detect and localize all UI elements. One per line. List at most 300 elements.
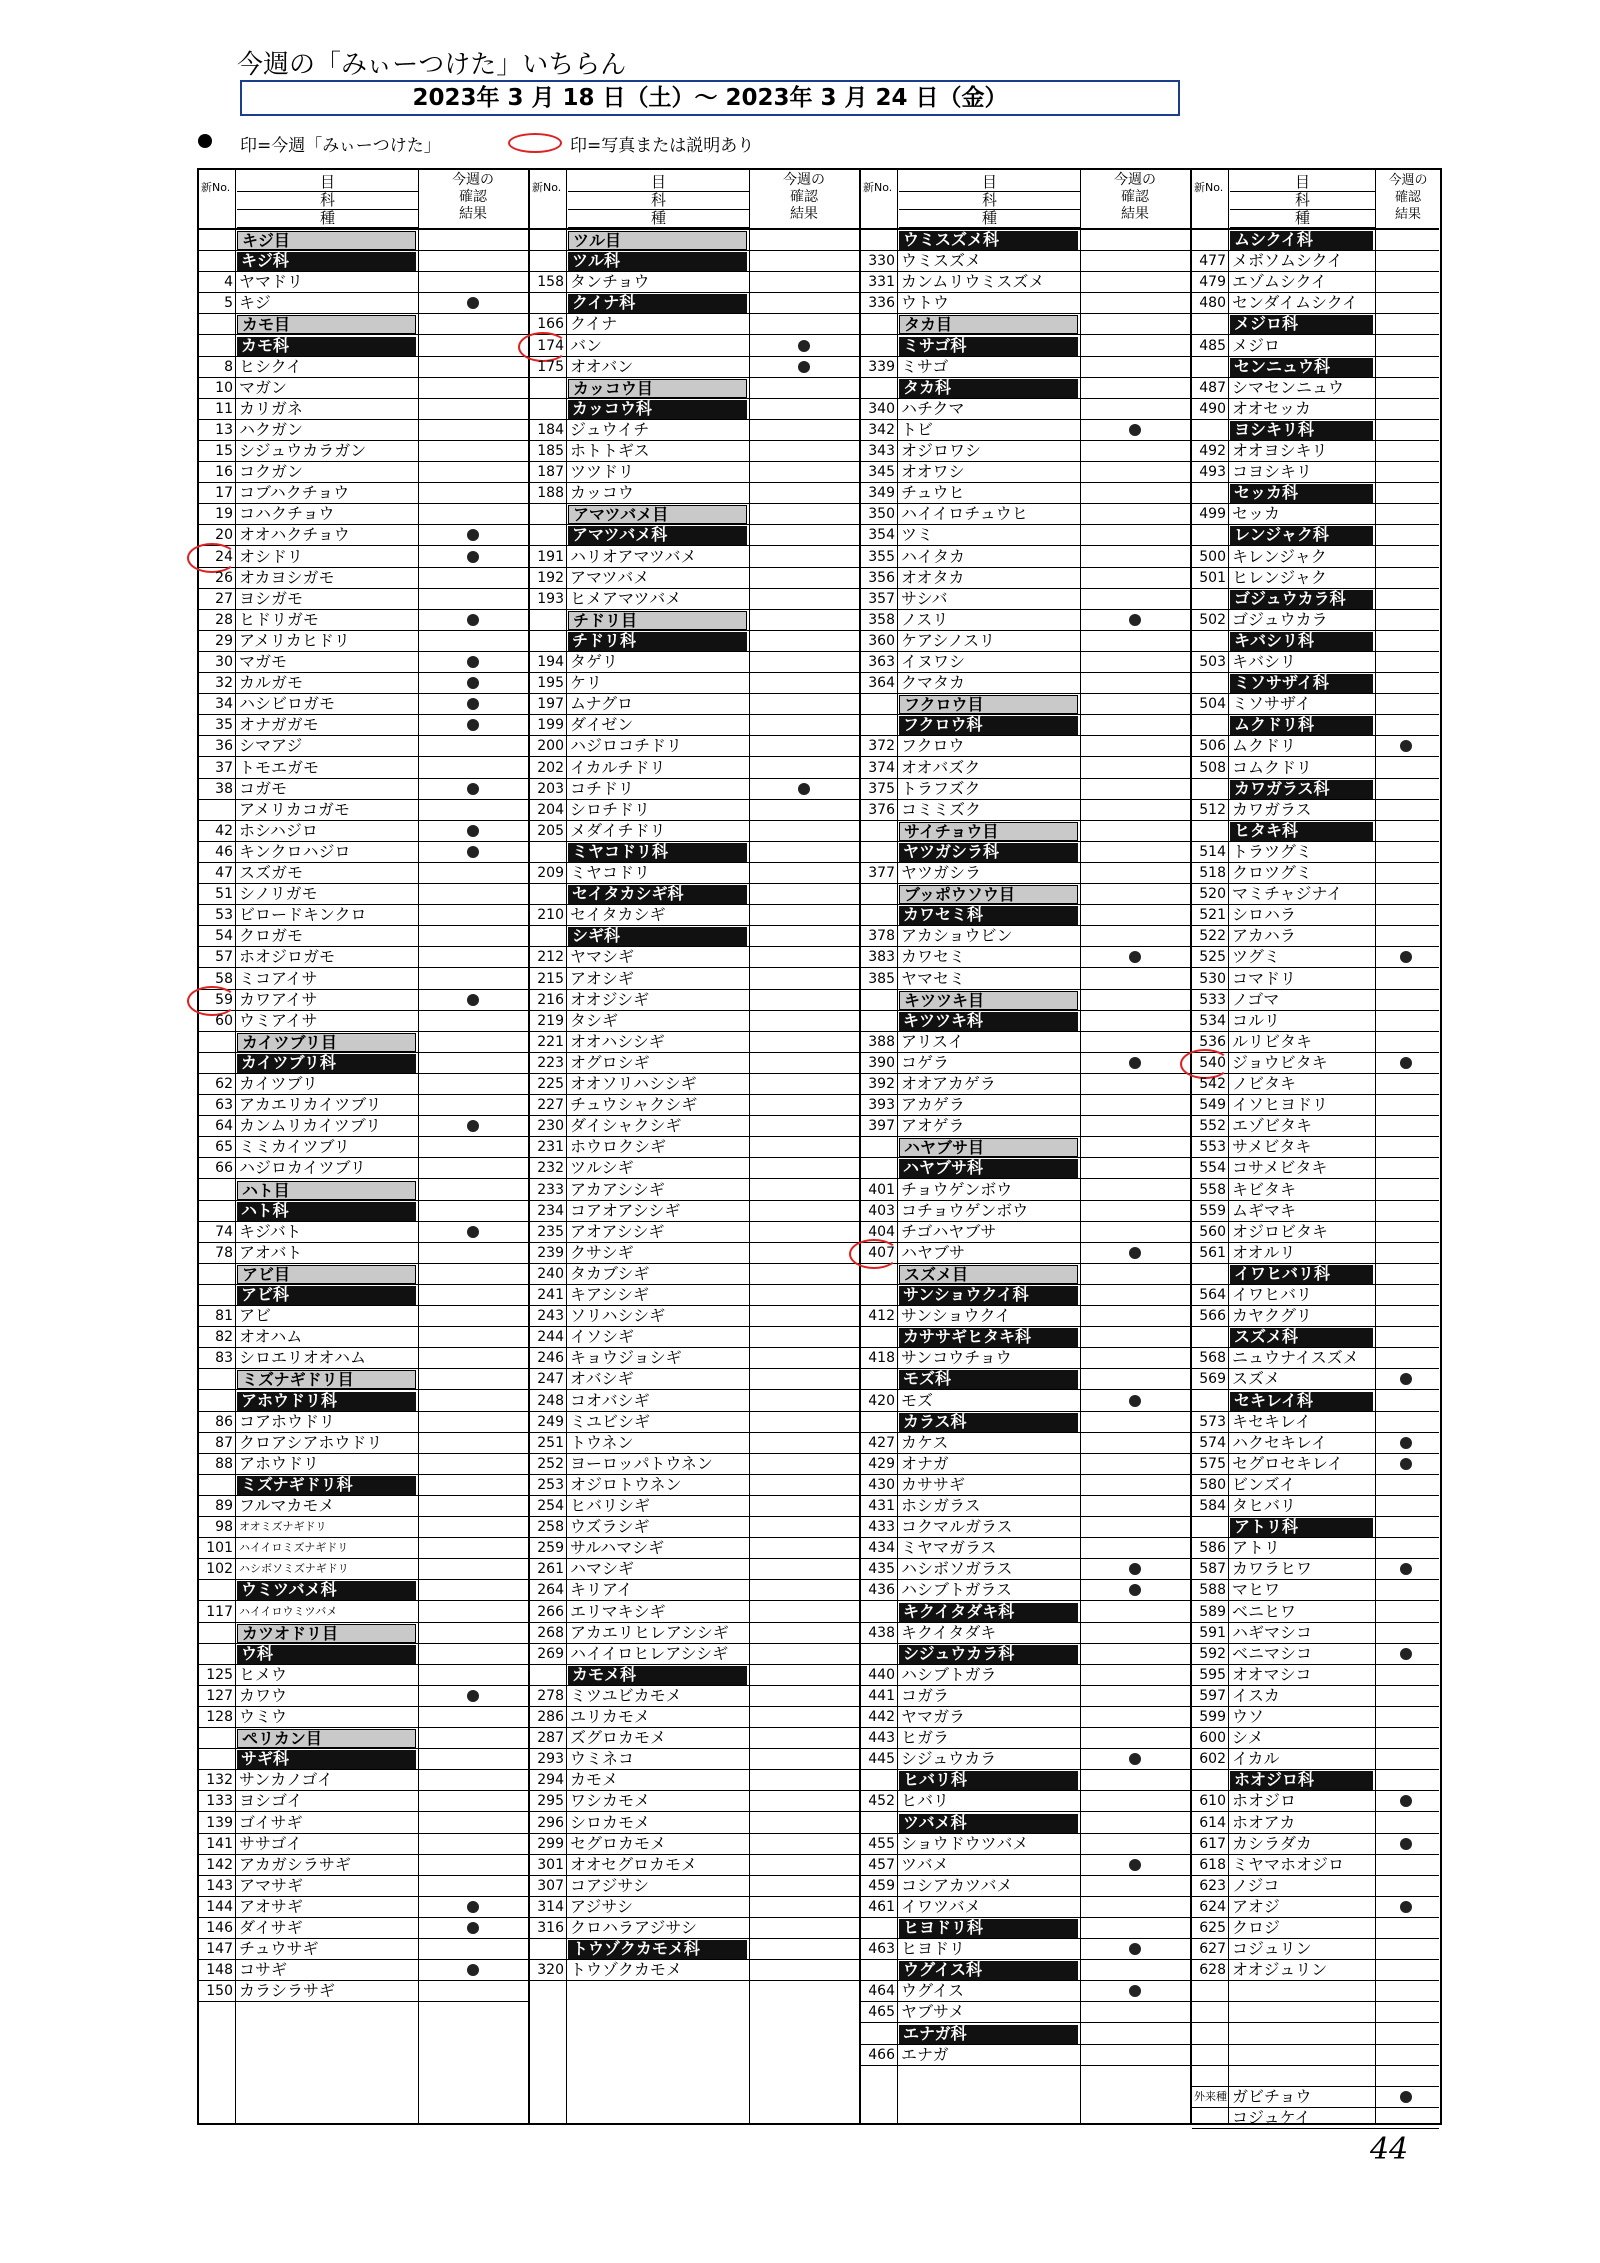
species-number: 575 xyxy=(1199,1455,1226,1472)
order-label: アビ目 xyxy=(242,1264,291,1284)
species-row xyxy=(861,1876,1190,1897)
species-name: アオシギ xyxy=(570,968,634,988)
species-number: 393 xyxy=(868,1097,895,1114)
species-name: コサメビタキ xyxy=(1232,1158,1328,1178)
species-name: メダイチドリ xyxy=(570,820,666,840)
species-number: 614 xyxy=(1199,1814,1226,1831)
species-number: 490 xyxy=(1199,400,1226,417)
species-name: ズグロカモメ xyxy=(570,1728,667,1748)
family-label-box xyxy=(899,1286,1078,1305)
species-row xyxy=(1192,378,1439,399)
species-name: ハヤブサ xyxy=(901,1242,966,1262)
family-label: ミソサザイ科 xyxy=(1234,673,1329,693)
family-label-box xyxy=(568,294,747,313)
species-row xyxy=(199,947,528,968)
species-name: クマタカ xyxy=(901,673,966,693)
species-name: ジュウイチ xyxy=(570,419,650,439)
sighting-dot-icon xyxy=(1400,1648,1412,1660)
species-name: ヤブサメ xyxy=(901,2002,965,2022)
species-row xyxy=(199,1770,528,1791)
species-row xyxy=(1192,336,1439,357)
family-label: クイナ科 xyxy=(572,293,636,313)
species-name: ハイイロミズナギドリ xyxy=(239,1541,349,1555)
species-row xyxy=(1192,1728,1439,1749)
species-number: 266 xyxy=(537,1603,564,1620)
species-number: 435 xyxy=(868,1561,895,1578)
species-name: ツバメ xyxy=(901,1854,949,1874)
species-row xyxy=(861,779,1190,800)
species-name: コヨシキリ xyxy=(1232,462,1313,482)
species-name: キビタキ xyxy=(1232,1179,1297,1199)
species-row xyxy=(530,1728,859,1749)
species-number: 624 xyxy=(1199,1898,1226,1915)
family-label: ヒタキ科 xyxy=(1234,820,1299,840)
species-row xyxy=(199,504,528,525)
species-name: アオゲラ xyxy=(901,1116,965,1136)
species-row xyxy=(861,1728,1190,1749)
family-row xyxy=(1192,1327,1439,1348)
species-row xyxy=(861,673,1190,694)
species-number: 466 xyxy=(868,2046,895,2063)
species-number: 174 xyxy=(537,337,564,354)
species-name: ジョウビタキ xyxy=(1232,1052,1328,1072)
species-row xyxy=(530,1201,859,1222)
species-row xyxy=(530,1011,859,1032)
species-number: 175 xyxy=(537,358,564,375)
species-name: オナガ xyxy=(901,1453,949,1473)
species-row xyxy=(530,990,859,1011)
species-number: 74 xyxy=(215,1223,233,1240)
family-label-box xyxy=(237,1054,416,1073)
species-number: 231 xyxy=(537,1139,564,1156)
order-label: ブッポウソウ目 xyxy=(904,885,1015,905)
order-row xyxy=(861,314,1190,335)
family-row xyxy=(1192,420,1439,441)
species-name: ホオジロガモ xyxy=(239,947,336,967)
species-name: ツルシギ xyxy=(570,1158,634,1178)
family-row xyxy=(530,525,859,546)
order-label-box xyxy=(237,315,416,334)
species-number: 184 xyxy=(537,421,564,438)
species-number: 443 xyxy=(868,1730,895,1747)
family-label-box xyxy=(1230,716,1373,735)
species-name: ウグイス xyxy=(901,1981,965,2001)
species-name: オオセッカ xyxy=(1232,398,1312,418)
species-name: アカエリヒレアシシギ xyxy=(570,1622,729,1642)
family-row xyxy=(1192,314,1439,335)
species-number: 628 xyxy=(1199,1962,1226,1979)
sighting-dot-icon xyxy=(1129,1985,1141,1997)
species-number: 249 xyxy=(537,1413,564,1430)
order-label-box xyxy=(899,822,1078,841)
species-row xyxy=(1192,736,1439,757)
species-name: ノスリ xyxy=(901,609,949,629)
species-number: 199 xyxy=(537,717,564,734)
species-name: コガモ xyxy=(239,778,288,798)
species-row xyxy=(1192,694,1439,715)
sighting-dot-icon xyxy=(1400,1437,1412,1449)
family-label-box xyxy=(1230,526,1373,545)
family-label: ヨシキリ科 xyxy=(1234,419,1315,439)
species-name: ハリオアマツバメ xyxy=(570,546,697,566)
species-number: 204 xyxy=(537,801,564,818)
species-number: 261 xyxy=(537,1561,564,1578)
species-number: 440 xyxy=(868,1666,895,1683)
species-row xyxy=(530,863,859,884)
species-number: 506 xyxy=(1199,738,1226,755)
species-number: 350 xyxy=(868,506,895,523)
species-number: 295 xyxy=(537,1793,564,1810)
family-row xyxy=(861,1285,1190,1306)
oval-icon xyxy=(508,133,562,153)
column-header xyxy=(1192,170,1439,230)
species-row xyxy=(530,1538,859,1559)
family-row xyxy=(861,905,1190,926)
species-row xyxy=(199,1602,528,1623)
species-number: 477 xyxy=(1199,253,1226,270)
species-name: ケアシノスリ xyxy=(901,630,996,650)
species-row xyxy=(199,1538,528,1559)
family-row xyxy=(1192,1391,1439,1412)
species-row xyxy=(861,926,1190,947)
species-number: 339 xyxy=(868,358,895,375)
species-row xyxy=(1192,652,1439,673)
species-name: シマセンニュウ xyxy=(1232,377,1345,397)
family-row xyxy=(861,842,1190,863)
order-row xyxy=(861,990,1190,1011)
species-number: 508 xyxy=(1199,759,1226,776)
species-row xyxy=(199,990,528,1011)
species-name: オジロワシ xyxy=(901,441,982,460)
species-number: 549 xyxy=(1199,1097,1226,1114)
species-number: 128 xyxy=(206,1709,233,1725)
species-name: タカブシギ xyxy=(570,1263,650,1283)
species-row xyxy=(861,399,1190,420)
order-row xyxy=(199,1728,528,1749)
species-row xyxy=(861,1749,1190,1770)
order-row xyxy=(199,1180,528,1201)
species-row xyxy=(1192,568,1439,589)
species-number: 464 xyxy=(868,1983,895,2000)
family-label: ウミスズメ科 xyxy=(903,230,1000,249)
species-row xyxy=(1192,1095,1439,1116)
family-row xyxy=(1192,1264,1439,1285)
species-number: 144 xyxy=(206,1898,233,1915)
species-row xyxy=(861,1074,1190,1095)
sighting-dot-icon xyxy=(1129,1057,1141,1069)
species-name: カリガネ xyxy=(239,398,303,418)
species-name: ホウロクシギ xyxy=(570,1137,667,1157)
species-row xyxy=(861,631,1190,652)
sighting-dot-icon xyxy=(467,719,479,731)
species-name: サルハマシギ xyxy=(570,1538,665,1558)
species-name: ホシガラス xyxy=(901,1496,981,1515)
table-column xyxy=(1192,170,1439,2127)
species-name: ホシハジロ xyxy=(239,820,318,840)
species-row xyxy=(1192,504,1439,525)
family-label: キクイタダキ科 xyxy=(903,1601,1015,1621)
family-label: ミヤコドリ科 xyxy=(572,841,669,861)
species-name: オシドリ xyxy=(239,546,304,566)
species-name: オオアカゲラ xyxy=(901,1074,996,1093)
species-number: 8 xyxy=(224,358,233,375)
family-row xyxy=(199,1475,528,1496)
family-label: カイツブリ科 xyxy=(241,1052,336,1072)
species-number: 301 xyxy=(537,1856,564,1873)
sighting-dot-icon xyxy=(1129,1943,1141,1955)
family-label-box xyxy=(899,231,1078,250)
species-row xyxy=(1192,1897,1439,1918)
species-number: 240 xyxy=(537,1265,564,1282)
species-row xyxy=(861,969,1190,990)
species-name: コジュリン xyxy=(1232,1939,1312,1959)
species-name: コアオアシシギ xyxy=(570,1200,681,1220)
species-name: クイナ xyxy=(570,314,618,334)
species-name: アメリカヒドリ xyxy=(239,630,350,650)
species-name: アカハラ xyxy=(1232,926,1296,946)
species-name: ミヤマホオジロ xyxy=(1232,1854,1345,1874)
species-number: 307 xyxy=(537,1877,564,1894)
header-taxon: 目 科 種 xyxy=(899,174,1080,228)
species-number: 433 xyxy=(868,1519,895,1536)
family-row xyxy=(861,1960,1190,1981)
species-name: アカショウビン xyxy=(901,926,1013,946)
species-number: 146 xyxy=(206,1920,233,1936)
species-name: タヒバリ xyxy=(1232,1496,1297,1515)
family-row xyxy=(861,1770,1190,1791)
species-name: ハシボソミズナギドリ xyxy=(239,1562,349,1576)
species-row xyxy=(199,547,528,568)
species-name: エゾムシクイ xyxy=(1232,272,1327,292)
species-row xyxy=(530,1517,859,1538)
species-row xyxy=(861,1180,1190,1201)
species-row xyxy=(861,1686,1190,1707)
family-label: チドリ科 xyxy=(572,630,637,650)
species-name: コゲラ xyxy=(901,1052,950,1072)
family-label: アトリ科 xyxy=(1234,1517,1299,1537)
family-row xyxy=(199,251,528,272)
species-row xyxy=(861,420,1190,441)
sighting-dot-icon xyxy=(467,825,479,837)
species-row xyxy=(861,1623,1190,1644)
species-row xyxy=(1192,1960,1439,1981)
species-row xyxy=(861,1391,1190,1412)
species-name: コブハクチョウ xyxy=(239,483,350,503)
species-name: イソヒヨドリ xyxy=(1232,1095,1329,1115)
species-number: 225 xyxy=(537,1076,564,1092)
species-name: ヒガラ xyxy=(901,1728,950,1748)
species-name: ツミ xyxy=(901,525,934,545)
species-row xyxy=(1192,1222,1439,1243)
sighting-dot-icon xyxy=(1400,951,1412,963)
order-label-box xyxy=(899,695,1078,714)
species-number: 28 xyxy=(215,611,233,628)
species-name: カシラダカ xyxy=(1232,1833,1312,1853)
family-row xyxy=(861,1602,1190,1623)
sighting-dot-icon xyxy=(1129,951,1141,963)
species-row xyxy=(530,1580,859,1601)
species-number: 465 xyxy=(868,2004,895,2021)
species-name: ハチクマ xyxy=(901,398,965,418)
species-name: アカガシラサギ xyxy=(239,1854,351,1874)
species-row xyxy=(199,1897,528,1918)
species-row xyxy=(530,1791,859,1812)
family-label-box xyxy=(568,632,747,651)
species-row xyxy=(1192,969,1439,990)
species-name: オオジュリン xyxy=(1232,1960,1328,1980)
species-number: 150 xyxy=(206,1983,233,2000)
species-row xyxy=(199,357,528,378)
species-name: カワウ xyxy=(239,1685,288,1705)
species-number: 98 xyxy=(215,1519,233,1536)
species-number: 500 xyxy=(1199,548,1226,565)
order-label-box xyxy=(899,885,1078,904)
species-name: アメリカコガモ xyxy=(239,799,350,819)
species-number: 314 xyxy=(537,1898,564,1915)
order-label: キツツキ目 xyxy=(904,990,985,1010)
species-row xyxy=(1192,1454,1439,1475)
species-number: 197 xyxy=(537,696,564,713)
species-number: 244 xyxy=(537,1329,564,1346)
species-row xyxy=(530,1032,859,1053)
family-label: ツル科 xyxy=(572,251,621,271)
species-number: 343 xyxy=(868,443,895,459)
species-row xyxy=(199,1918,528,1939)
family-row xyxy=(530,842,859,863)
species-row xyxy=(861,736,1190,757)
species-name: ムギマキ xyxy=(1232,1200,1297,1220)
family-label: カッコウ科 xyxy=(572,398,652,418)
family-label: セイタカシギ科 xyxy=(572,884,684,904)
species-number: 518 xyxy=(1199,865,1226,881)
species-row xyxy=(199,1074,528,1095)
species-row xyxy=(530,1433,859,1454)
species-number: 388 xyxy=(868,1033,895,1050)
species-number: 252 xyxy=(537,1455,564,1472)
species-number: 34 xyxy=(215,696,233,713)
species-name: メジロ xyxy=(1232,335,1281,355)
species-number: 487 xyxy=(1199,379,1226,396)
family-label-box xyxy=(237,1476,416,1495)
species-name: シジュウカラガン xyxy=(239,441,367,460)
species-name: カワアイサ xyxy=(239,989,318,1009)
order-label-box xyxy=(568,611,747,630)
species-row xyxy=(530,1644,859,1665)
species-name: ノゴマ xyxy=(1232,989,1280,1009)
species-number: 584 xyxy=(1199,1498,1226,1514)
sighting-dot-icon xyxy=(467,1120,479,1132)
species-number: 520 xyxy=(1199,886,1226,903)
species-row xyxy=(530,821,859,842)
species-number: 241 xyxy=(537,1287,564,1303)
species-name: フルマカモメ xyxy=(239,1496,335,1515)
sighting-dot-icon xyxy=(1129,614,1141,626)
species-row xyxy=(1192,990,1439,1011)
species-number: 42 xyxy=(215,822,233,839)
species-number: 566 xyxy=(1199,1308,1226,1325)
sighting-dot-icon xyxy=(467,1690,479,1702)
species-number: 63 xyxy=(215,1097,233,1114)
species-row xyxy=(530,1855,859,1876)
family-row xyxy=(861,336,1190,357)
species-number: 62 xyxy=(215,1076,233,1092)
species-row xyxy=(861,1559,1190,1580)
order-row xyxy=(861,694,1190,715)
species-number: 158 xyxy=(537,274,564,291)
family-label-box xyxy=(568,526,747,545)
species-name: カヤクグリ xyxy=(1232,1306,1313,1326)
species-row xyxy=(861,1095,1190,1116)
species-name: アマサギ xyxy=(239,1875,304,1895)
species-number: 89 xyxy=(215,1498,233,1514)
species-number: 30 xyxy=(215,654,233,670)
species-row xyxy=(1192,2024,1439,2045)
species-row xyxy=(1192,905,1439,926)
species-name: オグロシギ xyxy=(570,1052,650,1072)
family-label-box xyxy=(1230,632,1373,651)
species-number: 216 xyxy=(537,991,564,1008)
species-row xyxy=(530,715,859,736)
species-row xyxy=(199,758,528,779)
species-row xyxy=(861,1791,1190,1812)
species-row xyxy=(530,1834,859,1855)
species-row xyxy=(199,1095,528,1116)
species-row xyxy=(530,1053,859,1074)
species-row xyxy=(199,1791,528,1812)
order-label-box xyxy=(237,231,416,250)
family-label: セッカ科 xyxy=(1234,483,1299,503)
species-row xyxy=(199,378,528,399)
species-row xyxy=(530,758,859,779)
species-name: キジバト xyxy=(239,1221,302,1241)
species-number: 37 xyxy=(215,759,233,776)
species-row xyxy=(1192,1306,1439,1327)
species-row xyxy=(1192,1707,1439,1728)
species-row xyxy=(861,1834,1190,1855)
species-row xyxy=(861,1707,1190,1728)
species-number: 191 xyxy=(537,548,564,565)
header-taxon: 目 科 種 xyxy=(237,174,418,228)
species-row xyxy=(530,969,859,990)
species-row xyxy=(1192,1939,1439,1960)
family-label-box xyxy=(899,1159,1078,1178)
page-number: 44 xyxy=(1370,2132,1409,2167)
species-number: 259 xyxy=(537,1540,564,1557)
species-row xyxy=(1192,2045,1439,2066)
family-label-box xyxy=(899,1771,1078,1790)
species-row xyxy=(530,1496,859,1517)
species-row xyxy=(199,631,528,652)
family-row xyxy=(861,1412,1190,1433)
species-name: ヒレンジャク xyxy=(1232,567,1327,587)
species-row xyxy=(1192,2002,1439,2023)
species-number: 441 xyxy=(868,1687,895,1704)
species-row xyxy=(1192,1538,1439,1559)
species-row xyxy=(530,1454,859,1475)
species-row xyxy=(1192,842,1439,863)
species-number: 269 xyxy=(537,1645,564,1662)
species-row xyxy=(861,652,1190,673)
species-number: 340 xyxy=(868,400,895,417)
species-name: オオマシコ xyxy=(1232,1664,1312,1684)
species-row xyxy=(530,336,859,357)
family-label: カワセミ科 xyxy=(903,905,984,925)
family-row xyxy=(199,1749,528,1770)
species-number: 11 xyxy=(215,400,233,417)
species-name: コクマルガラス xyxy=(901,1517,1013,1537)
order-label: カイツブリ目 xyxy=(242,1032,337,1052)
family-label: セキレイ科 xyxy=(1234,1390,1314,1410)
